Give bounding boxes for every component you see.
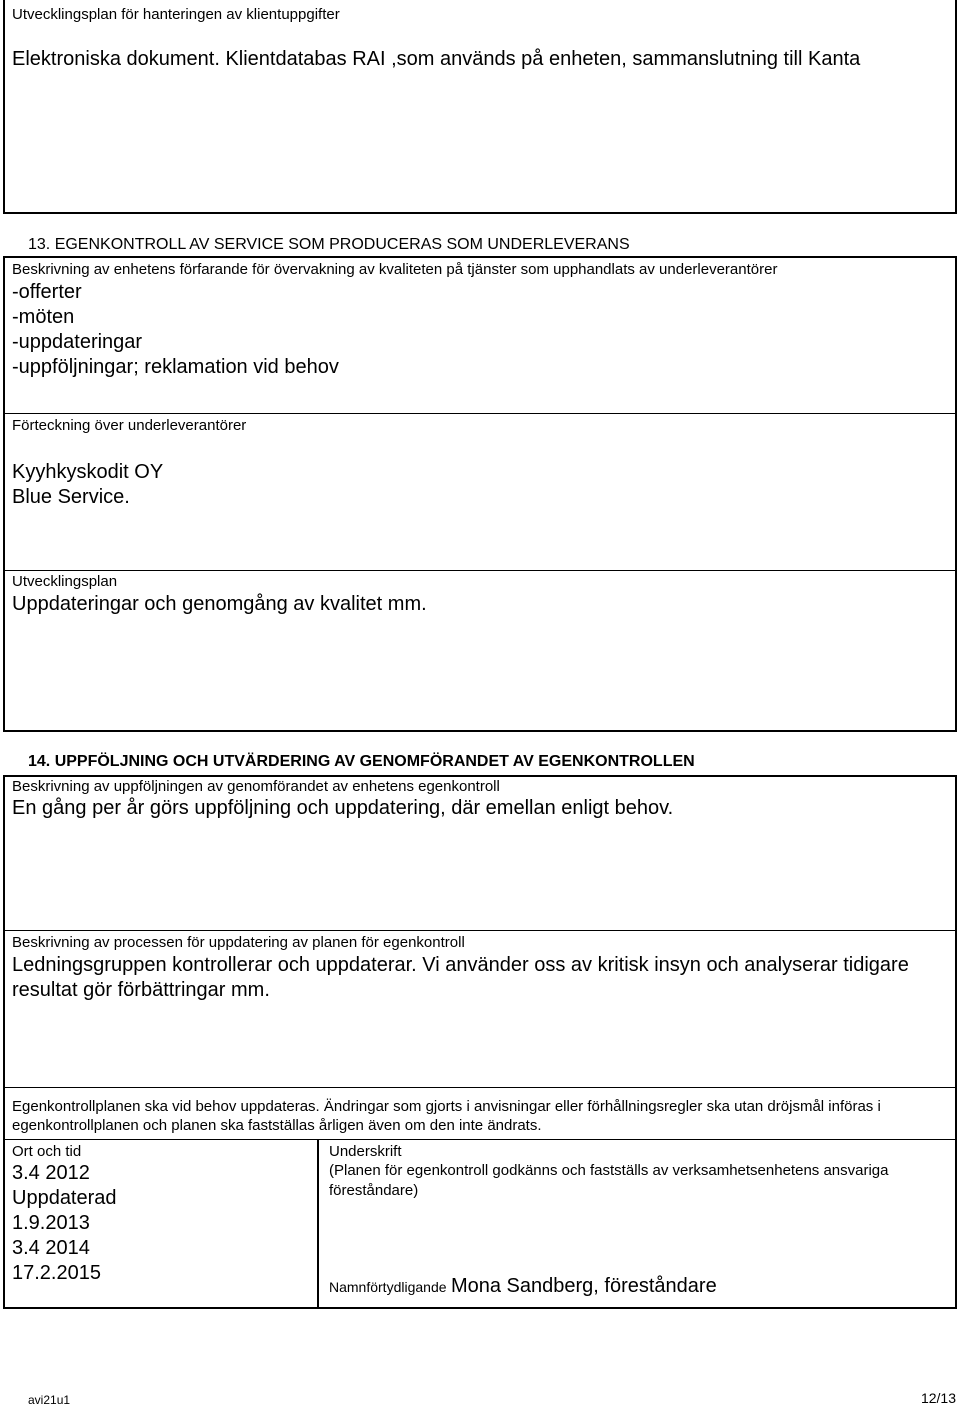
column-divider xyxy=(317,1139,319,1307)
list-item: -offerter xyxy=(12,281,82,303)
section-13-description-list xyxy=(12,280,339,380)
update-notice: Egenkontrollplanen ska vid behov uppdateras. Ändringar som gjorts i anvisningar eller förhållningsregler ska utan dröjsmål införas i egenkontrollplanen och planen ska fastställas årligen även om den inte ändrats. xyxy=(12,1098,881,1134)
date-entry: Uppdaterad xyxy=(12,1187,117,1209)
development-plan-label: Utvecklingsplan xyxy=(12,573,118,590)
section-14-box xyxy=(3,775,957,1309)
section-13-description-label: Beskrivning av enhetens förfarande för övervakning av kvaliteten på tjänster som upphandlats av underleverantörer xyxy=(12,261,778,278)
date-entry: 17.2.2015 xyxy=(12,1262,101,1284)
process-label: Beskrivning av processen för uppdatering av planen för egenkontroll xyxy=(12,934,465,951)
footer-doc-id: avi21u1 xyxy=(28,1393,71,1407)
divider xyxy=(4,930,956,931)
list-item: Kyyhkyskodit OY xyxy=(12,461,164,483)
place-date-label: Ort och tid xyxy=(12,1143,82,1160)
subcontractors-list xyxy=(12,460,163,510)
date-entry: 3.4 2014 xyxy=(12,1237,90,1259)
development-plan-text: Uppdateringar och genomgång av kvalitet mm. xyxy=(12,593,427,615)
footer-page-number: 12/13 xyxy=(920,1390,956,1406)
section-12-label: Utvecklingsplan för hanteringen av klientuppgifter xyxy=(12,6,340,23)
signature-label: Underskrift xyxy=(329,1143,402,1160)
section-14-heading: 14. UPPFÖLJNING OCH UTVÄRDERING AV GENOMFÖRANDET AV EGENKONTROLLEN xyxy=(28,753,695,770)
list-item: -uppföljningar; reklamation vid behov xyxy=(12,356,339,378)
name-clarification xyxy=(329,1275,717,1298)
divider xyxy=(4,1139,956,1140)
signature-note: (Planen för egenkontroll godkänns och fastställs av verksamhetsenhetens ansvariga föreståndare) xyxy=(329,1162,889,1199)
divider xyxy=(4,413,956,414)
section-12-text: Elektroniska dokument. Klientdatabas RAI ,som används på enheten, sammanslutning till Kanta xyxy=(12,48,861,70)
name-value: Mona Sandberg, föreståndare xyxy=(450,1275,717,1297)
list-item: Blue Service. xyxy=(12,486,130,508)
followup-text: En gång per år görs uppföljning och uppdatering, där emellan enligt behov. xyxy=(12,797,674,819)
list-item: -möten xyxy=(12,306,75,328)
subcontractors-label: Förteckning över underleverantörer xyxy=(12,417,247,434)
date-entry: 3.4 2012 xyxy=(12,1162,90,1184)
list-item: -uppdateringar xyxy=(12,331,143,353)
name-label: Namnförtydligande xyxy=(329,1279,447,1295)
place-date-values xyxy=(12,1161,117,1286)
divider xyxy=(4,570,956,571)
date-entry: 1.9.2013 xyxy=(12,1212,90,1234)
section-13-heading: 13. EGENKONTROLL AV SERVICE SOM PRODUCERAS SOM UNDERLEVERANS xyxy=(28,236,630,253)
divider xyxy=(4,1087,956,1088)
section-12-box xyxy=(3,0,957,214)
followup-label: Beskrivning av uppföljningen av genomförandet av enhetens egenkontroll xyxy=(12,778,500,795)
process-text: Ledningsgruppen kontrollerar och uppdaterar. Vi använder oss av kritisk insyn och analyserar tidigare resultat gör förbättringar mm. xyxy=(12,954,909,1001)
